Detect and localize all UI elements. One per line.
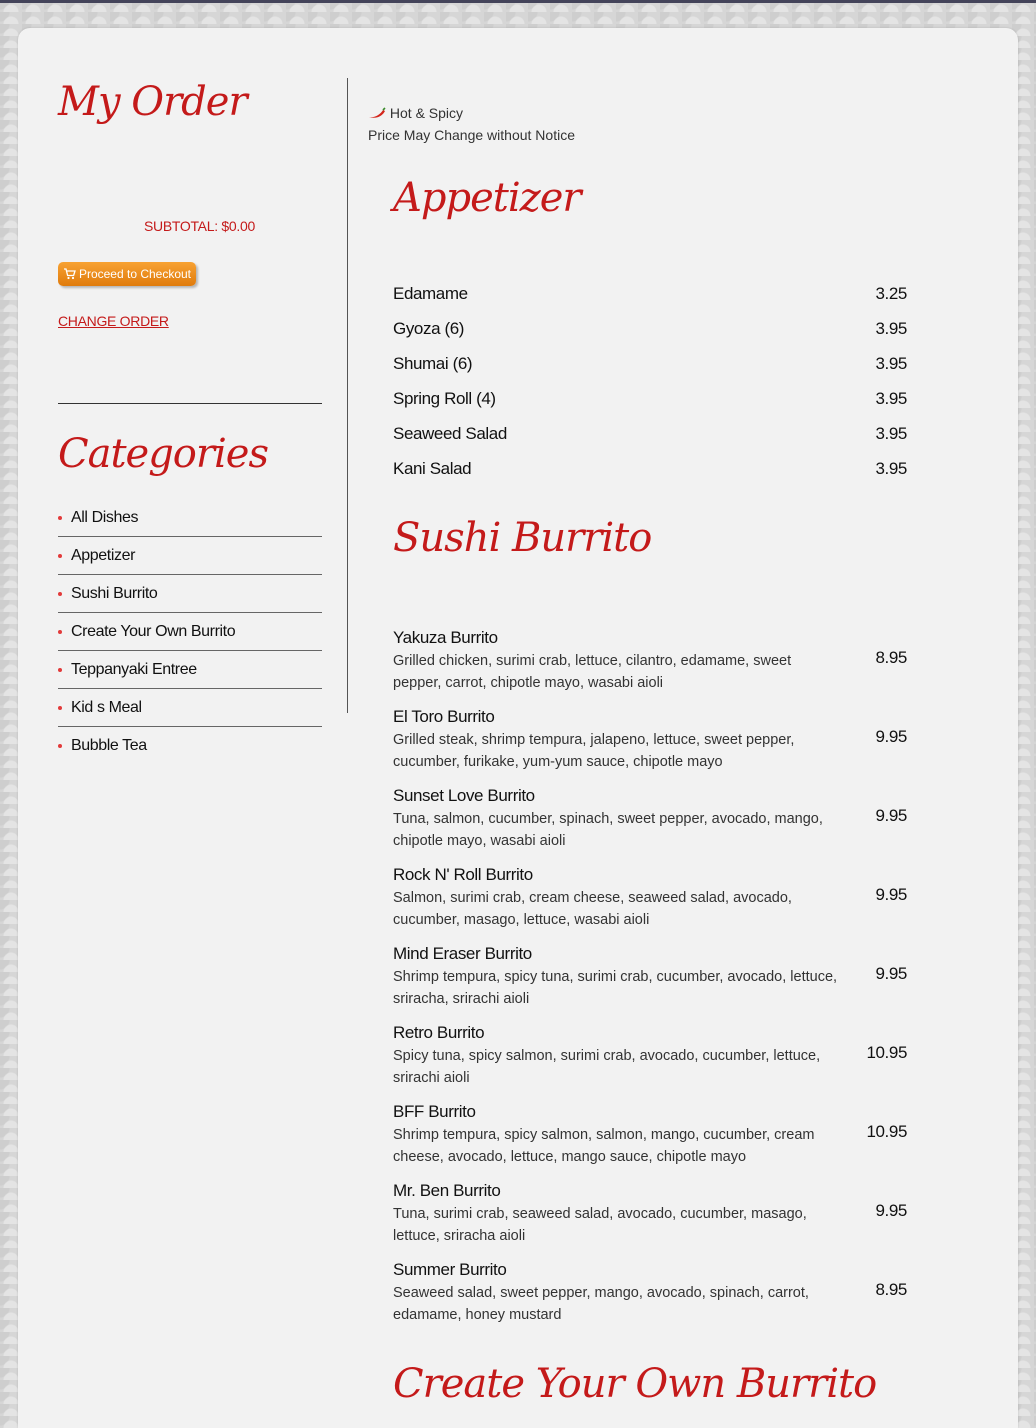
category-label: Bubble Tea xyxy=(71,736,147,754)
bullet-icon xyxy=(58,668,62,672)
cart-icon xyxy=(63,268,76,280)
menu-item[interactable] xyxy=(393,782,907,861)
menu-item[interactable] xyxy=(393,416,907,451)
category-label: Teppanyaki Entree xyxy=(71,660,197,678)
price-notice: Price May Change without Notice xyxy=(368,127,575,143)
item-price: 3.25 xyxy=(875,283,907,303)
item-name: BFF Burrito xyxy=(393,1102,476,1121)
item-price: 3.95 xyxy=(875,318,907,338)
category-item[interactable] xyxy=(58,689,322,727)
category-item[interactable] xyxy=(58,575,322,613)
legend-hot xyxy=(368,102,575,124)
category-item[interactable] xyxy=(58,727,322,764)
category-list xyxy=(58,499,322,764)
bullet-icon xyxy=(58,630,62,634)
category-label: Kid s Meal xyxy=(71,698,142,716)
item-name: Spring Roll (4) xyxy=(393,388,496,408)
legend xyxy=(368,102,575,146)
item-description: Tuna, salmon, cucumber, spinach, sweet pepper, avocado, mango, chipotle mayo, wasabi aioli xyxy=(393,811,823,849)
item-description: Shrimp tempura, spicy tuna, surimi crab, cucumber, avocado, lettuce, sriracha, srirachi aioli xyxy=(393,969,838,1007)
appetizer-title: Appetizer xyxy=(393,175,581,221)
menu-item[interactable] xyxy=(393,311,907,346)
bullet-icon xyxy=(58,744,62,748)
checkout-label: Proceed to Checkout xyxy=(78,267,192,281)
item-price: 8.95 xyxy=(875,1280,907,1299)
menu-item[interactable] xyxy=(393,1019,907,1098)
item-name: Yakuza Burrito xyxy=(393,628,498,647)
create-your-own-title: Create Your Own Burrito xyxy=(393,1361,877,1407)
item-name: Gyoza (6) xyxy=(393,318,465,338)
item-name: Mr. Ben Burrito xyxy=(393,1181,501,1200)
category-label: Appetizer xyxy=(71,546,135,564)
bullet-icon xyxy=(58,706,62,710)
item-price: 9.95 xyxy=(875,806,907,825)
item-name: Mind Eraser Burrito xyxy=(393,944,532,963)
menu-item[interactable] xyxy=(393,381,907,416)
sidebar xyxy=(58,78,322,754)
my-order-title: My Order xyxy=(58,79,247,125)
item-name: Seaweed Salad xyxy=(393,423,507,443)
bullet-icon xyxy=(58,554,62,558)
sushi-burrito-list xyxy=(393,624,907,1335)
menu-item[interactable] xyxy=(393,1256,907,1335)
top-bar xyxy=(0,0,1036,3)
item-description: Shrimp tempura, spicy salmon, salmon, mango, cucumber, cream cheese, avocado, lettuce, mango sauce, chipotle mayo xyxy=(393,1127,815,1165)
appetizer-list xyxy=(393,276,907,486)
menu-item[interactable] xyxy=(393,276,907,311)
category-label: Sushi Burrito xyxy=(71,584,158,602)
divider xyxy=(58,403,322,404)
item-description: Grilled chicken, surimi crab, lettuce, cilantro, edamame, sweet pepper, carrot, chipotle mayo, wasabi aioli xyxy=(393,653,792,691)
bullet-icon xyxy=(58,516,62,520)
proceed-to-checkout-button[interactable] xyxy=(58,262,196,286)
menu-panel xyxy=(18,28,1018,1428)
menu-item[interactable] xyxy=(393,451,907,486)
subtotal: SUBTOTAL: $0.00 xyxy=(144,218,255,234)
item-price: 9.95 xyxy=(875,1201,907,1220)
change-order-link[interactable]: CHANGE ORDER xyxy=(58,313,169,329)
category-item[interactable] xyxy=(58,499,322,537)
item-name: Edamame xyxy=(393,283,468,303)
sidebar-divider xyxy=(347,78,348,713)
item-price: 3.95 xyxy=(875,388,907,408)
item-name: Sunset Love Burrito xyxy=(393,786,535,805)
item-price: 3.95 xyxy=(875,353,907,373)
item-description: Tuna, surimi crab, seaweed salad, avocado, cucumber, masago, lettuce, sriracha aioli xyxy=(393,1206,807,1244)
item-description: Seaweed salad, sweet pepper, mango, avocado, spinach, carrot, edamame, honey mustard xyxy=(393,1285,809,1323)
item-name: Kani Salad xyxy=(393,458,472,478)
menu-item[interactable] xyxy=(393,624,907,703)
menu-item[interactable] xyxy=(393,346,907,381)
item-name: Retro Burrito xyxy=(393,1023,485,1042)
item-name: Summer Burrito xyxy=(393,1260,507,1279)
item-price: 3.95 xyxy=(875,458,907,478)
chili-pepper-icon xyxy=(368,107,386,119)
category-label: All Dishes xyxy=(71,508,139,526)
category-item[interactable] xyxy=(58,537,322,575)
category-label: Create Your Own Burrito xyxy=(71,622,236,640)
sushi-burrito-title: Sushi Burrito xyxy=(393,515,652,561)
item-price: 10.95 xyxy=(866,1122,907,1141)
item-price: 3.95 xyxy=(875,423,907,443)
menu-item[interactable] xyxy=(393,940,907,1019)
item-description: Grilled steak, shrimp tempura, jalapeno, lettuce, sweet pepper, cucumber, furikake, yum-yum sauce, chipotle mayo xyxy=(393,732,795,770)
item-price: 9.95 xyxy=(875,885,907,904)
menu-item[interactable] xyxy=(393,703,907,782)
hot-spicy-label: Hot & Spicy xyxy=(389,105,464,121)
item-description: Salmon, surimi crab, cream cheese, seaweed salad, avocado, cucumber, masago, lettuce, wasabi aioli xyxy=(393,890,792,928)
item-price: 9.95 xyxy=(875,964,907,983)
menu-item[interactable] xyxy=(393,1098,907,1177)
item-name: El Toro Burrito xyxy=(393,707,495,726)
item-price: 10.95 xyxy=(866,1043,907,1062)
category-item[interactable] xyxy=(58,613,322,651)
menu-item[interactable] xyxy=(393,1177,907,1256)
item-description: Spicy tuna, spicy salmon, surimi crab, avocado, cucumber, lettuce, srirachi aioli xyxy=(393,1048,821,1086)
item-name: Rock N' Roll Burrito xyxy=(393,865,533,884)
item-name: Shumai (6) xyxy=(393,353,473,373)
item-price: 8.95 xyxy=(875,648,907,667)
item-price: 9.95 xyxy=(875,727,907,746)
bullet-icon xyxy=(58,592,62,596)
categories-title: Categories xyxy=(58,431,268,477)
menu-item[interactable] xyxy=(393,861,907,940)
category-item[interactable] xyxy=(58,651,322,689)
